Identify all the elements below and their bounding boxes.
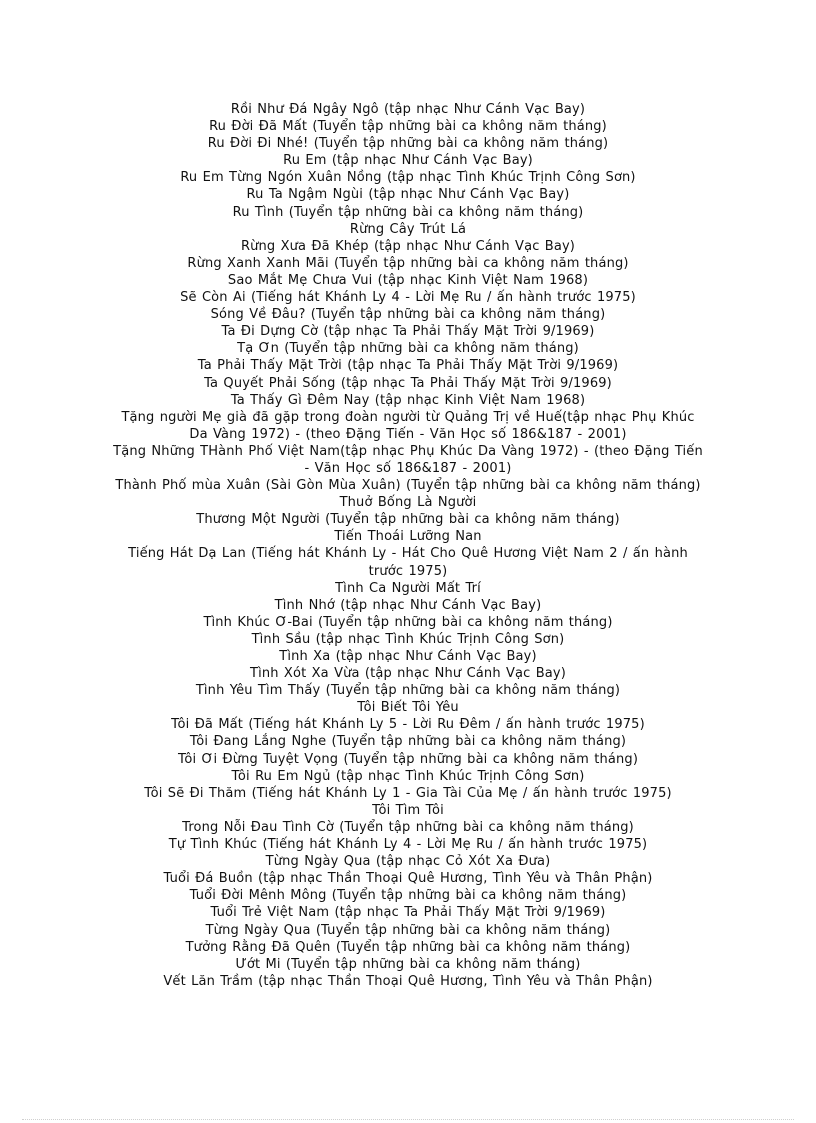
song-title-line: Tình Yêu Tìm Thấy (Tuyển tập những bài ca không năm tháng) (195, 683, 621, 699)
song-title-line: Tặng người Mẹ già đã gặp trong đoàn người từ Quảng Trị về Huế(tập nhạc Phụ Khúc Da Vàng 1972) - (theo Đặng Tiến - Văn Học số 186&187 - 2001) (121, 409, 695, 442)
page-bottom-divider (22, 1119, 794, 1120)
song-title-line: Ru Tình (Tuyển tập những bài ca không năm tháng) (232, 204, 584, 220)
song-title-line: Tưởng Rằng Đã Quên (Tuyển tập những bài ca không năm tháng) (185, 939, 631, 955)
song-title-line: Tuổi Trẻ Việt Nam (tập nhạc Ta Phải Thấy Mặt Trời 9/1969) (210, 905, 606, 921)
song-title-line: Tình Xa (tập nhạc Như Cánh Vạc Bay) (279, 649, 537, 664)
song-title-line: Tôi Ru Em Ngủ (tập nhạc Tình Khúc Trịnh Công Sơn) (231, 768, 585, 784)
song-title-line: Thành Phố mùa Xuân (Sài Gòn Mùa Xuân) (Tuyển tập những bài ca không năm tháng) (115, 478, 701, 494)
song-title-line: Ta Thấy Gì Đêm Nay (tập nhạc Kinh Việt Nam 1968) (230, 392, 586, 408)
song-title-line: Tôi Tìm Tôi (372, 802, 444, 818)
song-title-line: Từng Ngày Qua (tập nhạc Cỏ Xót Xa Đưa) (265, 854, 551, 870)
song-title-line: Ru Em Từng Ngón Xuân Nồng (tập nhạc Tình Khúc Trịnh Công Sơn) (180, 170, 636, 186)
song-title-line: Rừng Cây Trút Lá (349, 221, 467, 237)
song-title-line: Từng Ngày Qua (Tuyển tập những bài ca không năm tháng) (205, 922, 611, 938)
song-title-line: Rừng Xưa Đã Khép (tập nhạc Như Cánh Vạc Bay) (240, 238, 576, 254)
song-title-line: Rồi Như Đá Ngây Ngô (tập nhạc Như Cánh Vạc Bay) (230, 102, 586, 117)
song-title-line: Tình Nhớ (tập nhạc Như Cánh Vạc Bay) (274, 597, 542, 613)
song-title-line: Tình Ca Người Mất Trí (335, 580, 481, 596)
song-title-line: Tạ Ơn (Tuyển tập những bài ca không năm tháng) (237, 341, 579, 357)
song-title-line: Sóng Về Đâu? (Tuyển tập những bài ca không năm tháng) (210, 307, 606, 323)
song-title-line: Sao Mắt Mẹ Chưa Vui (tập nhạc Kinh Việt Nam 1968) (227, 272, 589, 288)
song-title-line: Tôi Biết Tôi Yêu (357, 700, 459, 716)
song-title-line: Tôi Đã Mất (Tiếng hát Khánh Ly 5 - Lời Ru Đêm / ấn hành trước 1975) (171, 717, 645, 733)
song-title-line: Tôi Đang Lắng Nghe (Tuyển tập những bài ca không năm tháng) (189, 734, 627, 750)
song-title-line: Tôi Ơi Đừng Tuyệt Vọng (Tuyển tập những bài ca không năm tháng) (177, 751, 639, 767)
song-title-line: Tiếng Hát Dạ Lan (Tiếng hát Khánh Ly - Hát Cho Quê Hương Việt Nam 2 / ấn hành trước 1975) (128, 546, 688, 579)
song-title-line: Ru Đời Đi Nhé! (Tuyển tập những bài ca không năm tháng) (207, 136, 609, 152)
song-title-line: Vết Lăn Trầm (tập nhạc Thần Thoại Quê Hương, Tình Yêu và Thân Phận) (163, 973, 653, 989)
song-title-line: Ta Đi Dựng Cờ (tập nhạc Ta Phải Thấy Mặt Trời 9/1969) (221, 324, 595, 340)
song-title-line: Thuở Bống Là Người (339, 495, 477, 511)
song-title-line: Tuổi Đời Mênh Mông (Tuyển tập những bài ca không năm tháng) (189, 888, 627, 904)
song-title-line: Ru Ta Ngậm Ngùi (tập nhạc Như Cánh Vạc Bay) (246, 187, 570, 203)
song-title-line: Tiến Thoái Lưỡng Nan (334, 529, 482, 545)
song-title-line: Tặng Những THành Phố Việt Nam(tập nhạc Phụ Khúc Da Vàng 1972) - (theo Đặng Tiến - Văn Học số 186&187 - 2001) (113, 443, 703, 476)
song-title-line: Tình Xót Xa Vừa (tập nhạc Như Cánh Vạc Bay) (250, 666, 566, 682)
song-title-line: Rừng Xanh Xanh Mãi (Tuyển tập những bài ca không năm tháng) (187, 255, 629, 271)
song-title-line: Tình Khúc Ơ-Bai (Tuyển tập những bài ca không năm tháng) (203, 614, 613, 630)
song-title-line: Thương Một Người (Tuyển tập những bài ca không năm tháng) (196, 512, 620, 528)
song-list (112, 101, 704, 990)
song-title-line: Ta Phải Thấy Mặt Trời (tập nhạc Ta Phải Thấy Mặt Trời 9/1969) (197, 358, 619, 374)
song-title-line: Tình Sầu (tập nhạc Tình Khúc Trịnh Công Sơn) (251, 631, 565, 647)
song-title-line: Ru Đời Đã Mất (Tuyển tập những bài ca không năm tháng) (209, 119, 607, 135)
song-title-line: Tuổi Đá Buồn (tập nhạc Thần Thoại Quê Hương, Tình Yêu và Thân Phận) (163, 871, 653, 887)
document-page (112, 101, 704, 990)
song-title-line: Trong Nỗi Đau Tình Cờ (Tuyển tập những bài ca không năm tháng) (182, 819, 634, 835)
song-title-line: Ru Em (tập nhạc Như Cánh Vạc Bay) (283, 153, 533, 169)
song-title-line: Tôi Sẽ Đi Thăm (Tiếng hát Khánh Ly 1 - Gia Tài Của Mẹ / ấn hành trước 1975) (144, 785, 672, 801)
song-title-line: Ướt Mi (Tuyển tập những bài ca không năm tháng) (235, 956, 581, 972)
song-title-line: Ta Quyết Phải Sống (tập nhạc Ta Phải Thấy Mặt Trời 9/1969) (204, 375, 612, 391)
song-title-line: Sẽ Còn Ai (Tiếng hát Khánh Ly 4 - Lời Mẹ Ru / ấn hành trước 1975) (180, 290, 636, 306)
song-title-line: Tự Tình Khúc (Tiếng hát Khánh Ly 4 - Lời Mẹ Ru / ấn hành trước 1975) (168, 837, 648, 853)
